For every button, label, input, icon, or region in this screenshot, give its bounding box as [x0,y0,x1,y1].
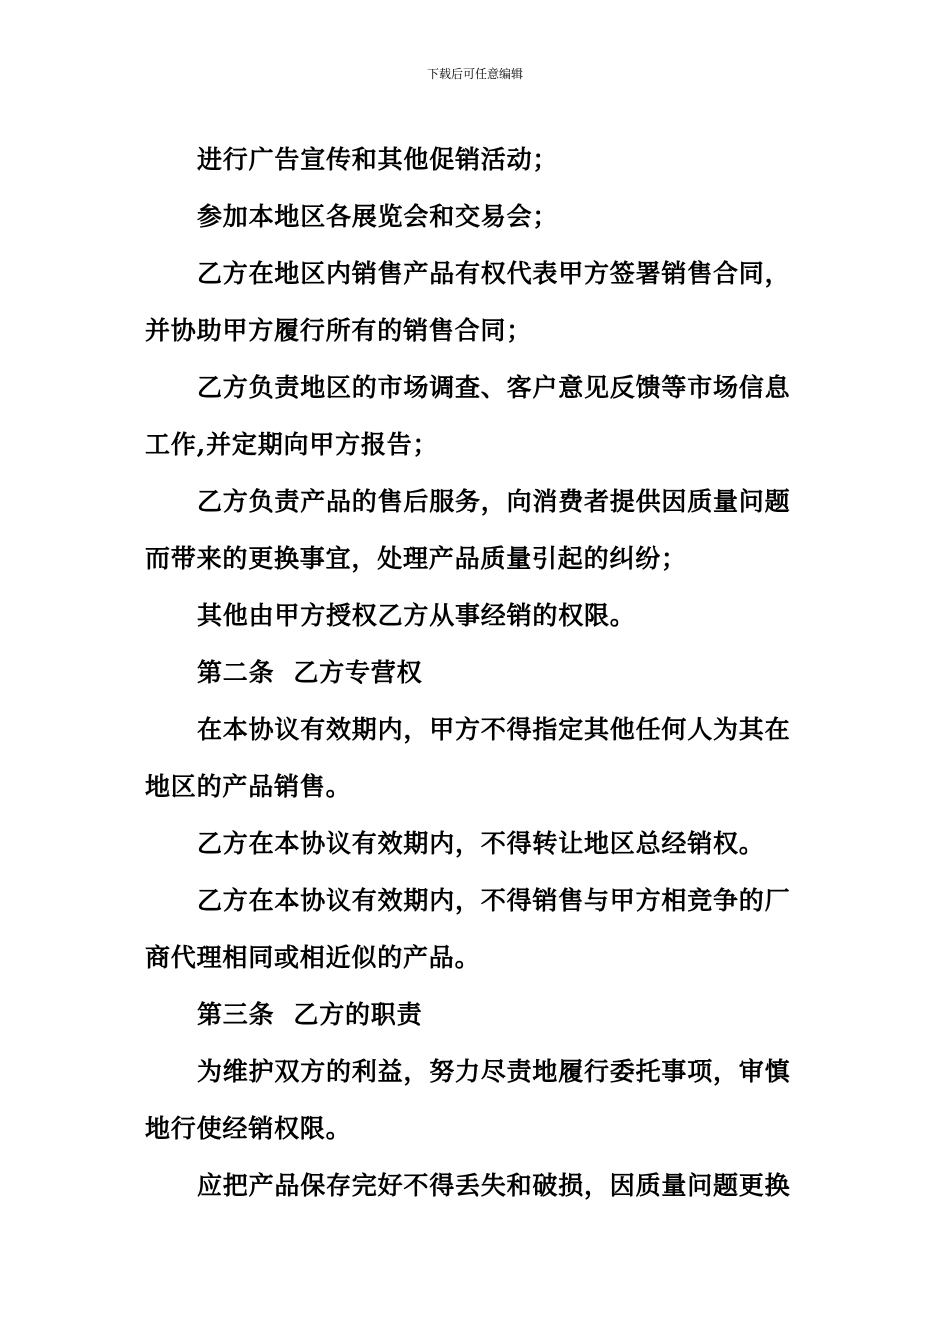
paragraph-product-care [145,1157,807,1214]
paragraph-no-competing [145,872,807,986]
paragraph-exclusive-agent [145,701,807,815]
paragraph-sign-contracts [145,245,807,359]
text-line: 并协助甲方履行所有的销售合同； [145,316,533,345]
text-line: 其他由甲方授权乙方从事经销的权限。 [197,601,636,630]
text-line: 第二条 乙方专营权 [197,658,423,687]
text-line: 商代理相同或相近似的产品。 [145,943,481,972]
text-line: 乙方负责产品的售后服务，向消费者提供因质量问题 [197,487,791,516]
article-2-heading [145,644,807,701]
paragraph-after-sales [145,473,807,587]
text-line: 而带来的更换事宜，处理产品质量引起的纠纷； [145,544,687,573]
text-line: 为维护双方的利益，努力尽责地履行委托事项，审慎 [197,1057,791,1086]
text-line: 乙方在本协议有效期内，不得销售与甲方相竞争的厂 [197,886,791,915]
paragraph-other-rights [145,587,807,644]
document-body [145,131,807,1214]
paragraph-no-transfer [145,815,807,872]
article-3-heading [145,986,807,1043]
text-line: 乙方负责地区的市场调查、客户意见反馈等市场信息 [197,373,791,402]
text-line: 在本协议有效期内，甲方不得指定其他任何人为其在 [197,715,791,744]
text-line: 进行广告宣传和其他促销活动； [197,145,559,174]
text-line: 地区的产品销售。 [145,772,352,801]
text-line: 第三条 乙方的职责 [197,1000,423,1029]
paragraph-promotion [145,131,807,188]
paragraph-duties [145,1043,807,1157]
text-line: 应把产品保存完好不得丢失和破损，因质量问题更换 [197,1171,791,1200]
text-line: 地行使经销权限。 [145,1114,352,1143]
paragraph-exhibitions [145,188,807,245]
page-header: 下载后可任意编辑 [426,67,523,81]
text-line: 乙方在本协议有效期内，不得转让地区总经销权。 [197,829,765,858]
text-line: 参加本地区各展览会和交易会； [197,202,559,231]
paragraph-market-research [145,359,807,473]
text-line: 工作,并定期向甲方报告； [145,430,439,459]
text-line: 乙方在地区内销售产品有权代表甲方签署销售合同， [197,259,791,288]
